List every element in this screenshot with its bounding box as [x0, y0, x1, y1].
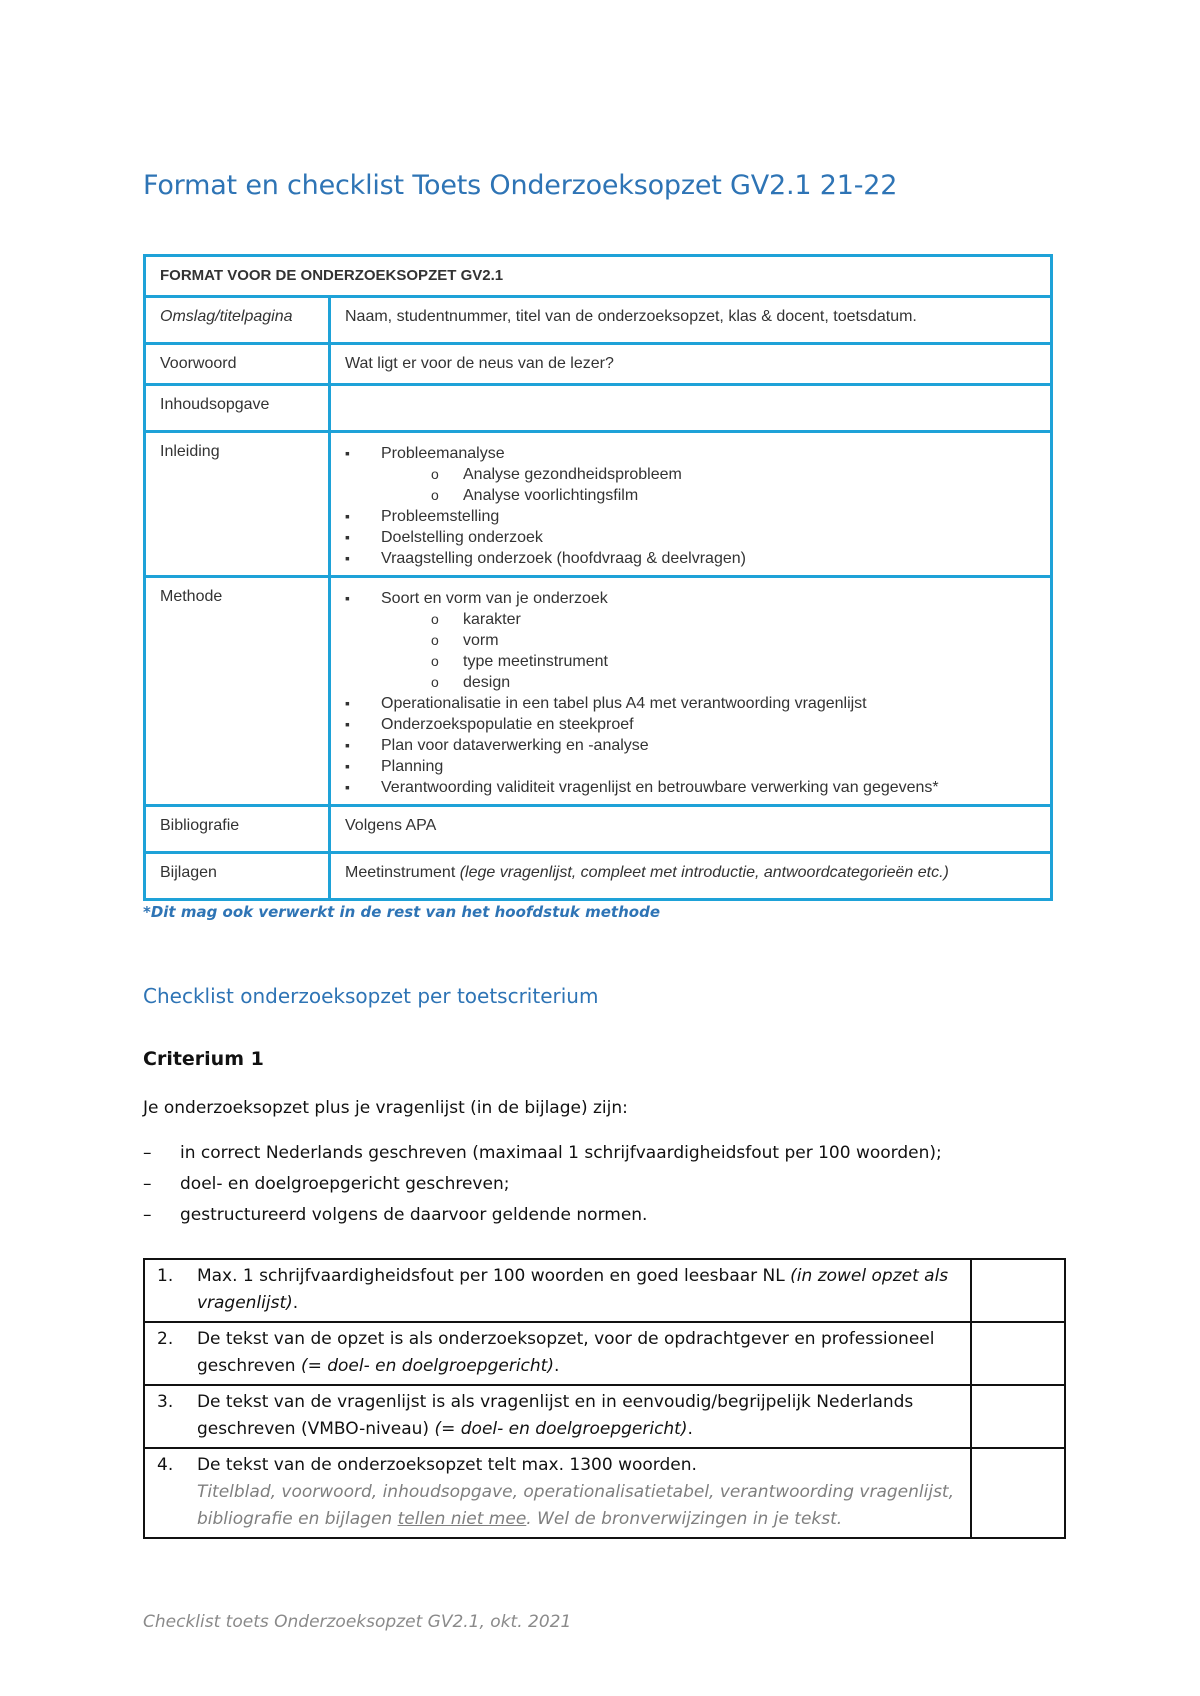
row-value-inhoudsopgave: [330, 385, 1052, 432]
row-value-methode: [330, 577, 1052, 806]
row-label-inleiding: Inleiding: [145, 432, 330, 577]
list-item: ▪ Probleemstelling: [345, 506, 1036, 527]
list-item: o vorm: [345, 630, 1036, 651]
list-item: o karakter: [345, 609, 1036, 630]
list-item: – gestructureerd volgens de daarvoor geldende normen.: [143, 1200, 1043, 1231]
row-value-voorwoord: Wat ligt er voor de neus van de lezer?: [330, 344, 1052, 385]
inleiding-list: [345, 443, 1036, 569]
row-label-bibliografie: Bibliografie: [145, 806, 330, 853]
criterion-number: 3.: [144, 1385, 191, 1448]
format-table-header-row: [145, 256, 1052, 297]
criterion-text: De tekst van de onderzoeksopzet telt max. 1300 woorden. Titelblad, voorwoord, inhoudsopgave, operationalisatietabel, verantwoording vragenlijst, bibliografie en bijlagen tellen niet mee. Wel de bronverwijzingen in je tekst.: [191, 1448, 971, 1538]
page-title: Format en checklist Toets Onderzoeksopzet GV2.1 21-22: [143, 170, 898, 201]
inleiding-sublist: [345, 464, 1036, 506]
criterion-check-cell[interactable]: [971, 1385, 1065, 1448]
list-item: o Analyse gezondheidsprobleem: [345, 464, 1036, 485]
page-footer: Checklist toets Onderzoeksopzet GV2.1, okt. 2021: [143, 1612, 572, 1632]
criteria-dash-list: [143, 1138, 1043, 1231]
list-item: ▪ Probleemanalyse o Analyse gezondheidsprobleem o Analyse voorlichtingsfilm: [345, 443, 1036, 506]
list-item: ▪ Vraagstelling onderzoek (hoofdvraag & deelvragen): [345, 548, 1036, 569]
list-item: ▪ Soort en vorm van je onderzoek o karakter o vorm o type meetinstrument o design: [345, 588, 1036, 693]
table-row-voorwoord: [145, 344, 1052, 385]
criterion-text: De tekst van de vragenlijst is als vragenlijst en in eenvoudig/begrijpelijk Nederlands geschreven (VMBO-niveau) (= doel- en doelgroepgericht).: [191, 1385, 971, 1448]
list-item: o type meetinstrument: [345, 651, 1036, 672]
row-value-bijlagen: [330, 853, 1052, 900]
list-item: ▪ Operationalisatie in een tabel plus A4 met verantwoording vragenlijst: [345, 693, 1036, 714]
criterion-check-cell[interactable]: [971, 1259, 1065, 1322]
list-item: o design: [345, 672, 1036, 693]
intro-text: Je onderzoeksopzet plus je vragenlijst (in de bijlage) zijn:: [143, 1098, 628, 1118]
table-row-bijlagen: [145, 853, 1052, 900]
criterion-number: 2.: [144, 1322, 191, 1385]
row-label-bijlagen: Bijlagen: [145, 853, 330, 900]
row-label-methode: Methode: [145, 577, 330, 806]
criterion-number: 4.: [144, 1448, 191, 1538]
format-table-header: FORMAT VOOR DE ONDERZOEKSOPZET GV2.1: [145, 256, 1052, 297]
row-label-inhoudsopgave: Inhoudsopgave: [145, 385, 330, 432]
table-row-omslag: [145, 297, 1052, 344]
list-item: ▪ Planning: [345, 756, 1036, 777]
table-row-bibliografie: [145, 806, 1052, 853]
bijlagen-value-italic: (lege vragenlijst, compleet met introductie, antwoordcategorieën etc.): [459, 864, 949, 881]
row-value-inleiding: [330, 432, 1052, 577]
list-item: – doel- en doelgroepgericht geschreven;: [143, 1169, 1043, 1200]
criterion-check-cell[interactable]: [971, 1448, 1065, 1538]
table-row-inhoudsopgave: [145, 385, 1052, 432]
table-row: [144, 1322, 1065, 1385]
list-item: ▪ Verantwoording validiteit vragenlijst en betrouwbare verwerking van gegevens*: [345, 777, 1036, 798]
format-table: [143, 254, 1053, 901]
criterion-text: Max. 1 schrijfvaardigheidsfout per 100 woorden en goed leesbaar NL (in zowel opzet als vragenlijst).: [191, 1259, 971, 1322]
criterion-check-cell[interactable]: [971, 1322, 1065, 1385]
table-row-inleiding: [145, 432, 1052, 577]
list-item: ▪ Doelstelling onderzoek: [345, 527, 1036, 548]
methode-sublist: [345, 609, 1036, 693]
list-item: – in correct Nederlands geschreven (maximaal 1 schrijfvaardigheidsfout per 100 woorden);: [143, 1138, 1043, 1169]
bijlagen-value: Meetinstrument: [345, 864, 456, 881]
table-row: [144, 1385, 1065, 1448]
row-value-omslag: Naam, studentnummer, titel van de onderzoeksopzet, klas & docent, toetsdatum.: [330, 297, 1052, 344]
methode-list: [345, 588, 1036, 798]
checklist-heading: Checklist onderzoeksopzet per toetscriterium: [143, 984, 599, 1008]
table-row: [144, 1448, 1065, 1538]
row-value-bibliografie: Volgens APA: [330, 806, 1052, 853]
criterium-heading: Criterium 1: [143, 1048, 264, 1070]
criterion-number: 1.: [144, 1259, 191, 1322]
table-row: [144, 1259, 1065, 1322]
criteria-table: [143, 1258, 1066, 1539]
list-item: o Analyse voorlichtingsfilm: [345, 485, 1036, 506]
row-label-voorwoord: Voorwoord: [145, 344, 330, 385]
table-row-methode: [145, 577, 1052, 806]
table-footnote: *Dit mag ook verwerkt in de rest van het hoofdstuk methode: [143, 903, 661, 921]
criterion-text: De tekst van de opzet is als onderzoeksopzet, voor de opdrachtgever en professioneel geschreven (= doel- en doelgroepgericht).: [191, 1322, 971, 1385]
list-item: ▪ Plan voor dataverwerking en -analyse: [345, 735, 1036, 756]
list-item: ▪ Onderzoekspopulatie en steekproef: [345, 714, 1036, 735]
row-label-omslag: Omslag/titelpagina: [145, 297, 330, 344]
